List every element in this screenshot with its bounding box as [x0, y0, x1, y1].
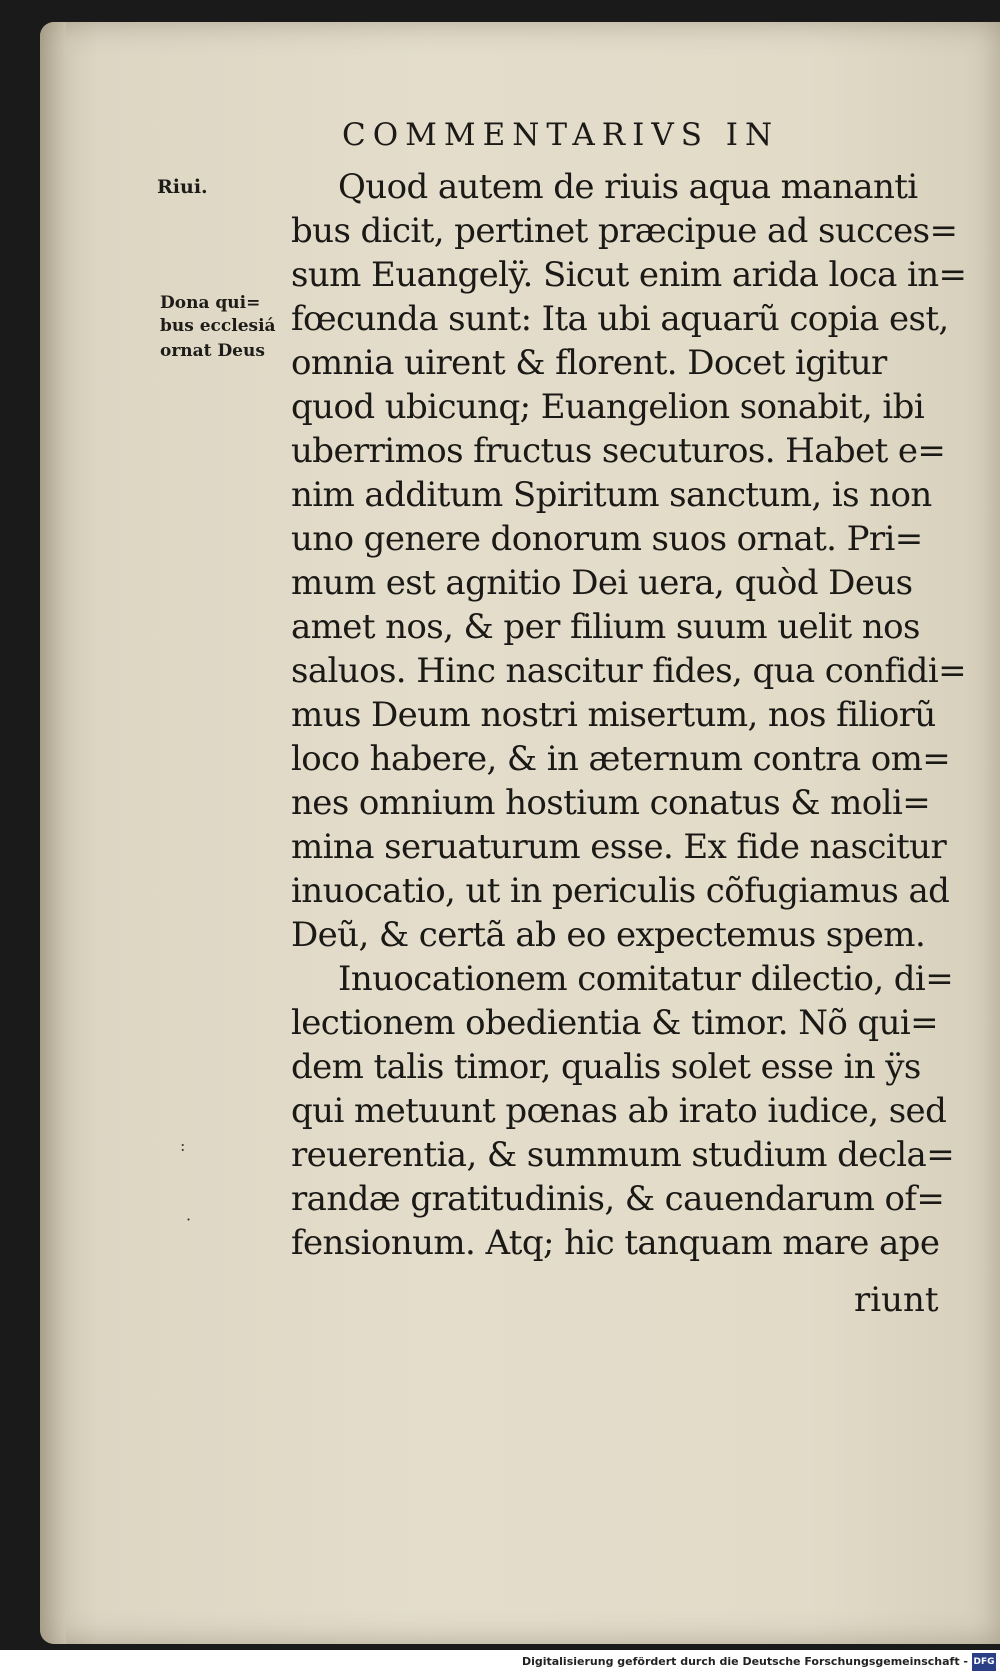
dfg-logo: DFG	[972, 1653, 996, 1671]
catchword: riunt	[854, 1280, 939, 1320]
margin-note-line-2: bus ecclesiá	[160, 316, 276, 336]
text-line: Quod autem de riuis aqua mananti	[338, 167, 918, 207]
text-line: mina seruaturum esse. Ex fide nascitur	[291, 827, 947, 867]
text-line: dem talis timor, qualis solet esse in ÿs	[291, 1047, 921, 1087]
digitization-footer	[0, 1650, 1000, 1675]
margin-note-line-1: Dona qui=	[160, 293, 261, 313]
text-line: Deũ, & certã ab eo expectemus spem.	[291, 915, 926, 955]
page-edge-shadow	[40, 22, 66, 1644]
text-line: uberrimos fructus secuturos. Habet e=	[291, 431, 946, 471]
text-line: lectionem obedientia & timor. Nõ qui=	[291, 1003, 939, 1043]
text-line: quod ubicunq; Euangelion sonabit, ibi	[291, 387, 925, 427]
running-header: COMMENTARIVS IN	[342, 117, 780, 153]
ink-speck: :	[180, 1136, 186, 1155]
footer-credit: Digitalisierung gefördert durch die Deutsche Forschungsgemeinschaft -	[521, 1655, 968, 1668]
text-line: inuocatio, ut in periculis cõfugiamus ad	[291, 871, 950, 911]
text-line: mum est agnitio Dei uera, quòd Deus	[291, 563, 913, 603]
text-line: nes omnium hostium conatus & moli=	[291, 783, 931, 823]
text-line: fensionum. Atq; hic tanquam mare ape	[291, 1223, 940, 1263]
margin-note-line-3: ornat Deus	[160, 341, 265, 361]
text-line: amet nos, & per filium suum uelit nos	[291, 607, 920, 647]
text-line: sum Euangelÿ. Sicut enim arida loca in=	[291, 255, 967, 295]
text-line: Inuocationem comitatur dilectio, di=	[338, 959, 954, 999]
text-line: mus Deum nostri misertum, nos filiorũ	[291, 695, 936, 735]
text-line: qui metuunt pœnas ab irato iudice, sed	[291, 1091, 947, 1131]
text-line: omnia uirent & florent. Docet igitur	[291, 343, 887, 383]
text-line: uno genere donorum suos ornat. Pri=	[291, 519, 923, 559]
text-line: bus dicit, pertinet præcipue ad succes=	[291, 211, 958, 251]
text-line: randæ gratitudinis, & cauendarum of=	[291, 1179, 945, 1219]
text-line: reuerentia, & summum studium decla=	[291, 1135, 955, 1175]
text-line: nim additum Spiritum sanctum, is non	[291, 475, 932, 515]
margin-note-riui: Riui.	[157, 176, 208, 198]
ink-speck: ·	[186, 1210, 192, 1229]
text-line: loco habere, & in æternum contra om=	[291, 739, 951, 779]
text-line: saluos. Hinc nascitur fides, qua confidi=	[291, 651, 966, 691]
text-line: fœcunda sunt: Ita ubi aquarũ copia est,	[291, 299, 949, 339]
